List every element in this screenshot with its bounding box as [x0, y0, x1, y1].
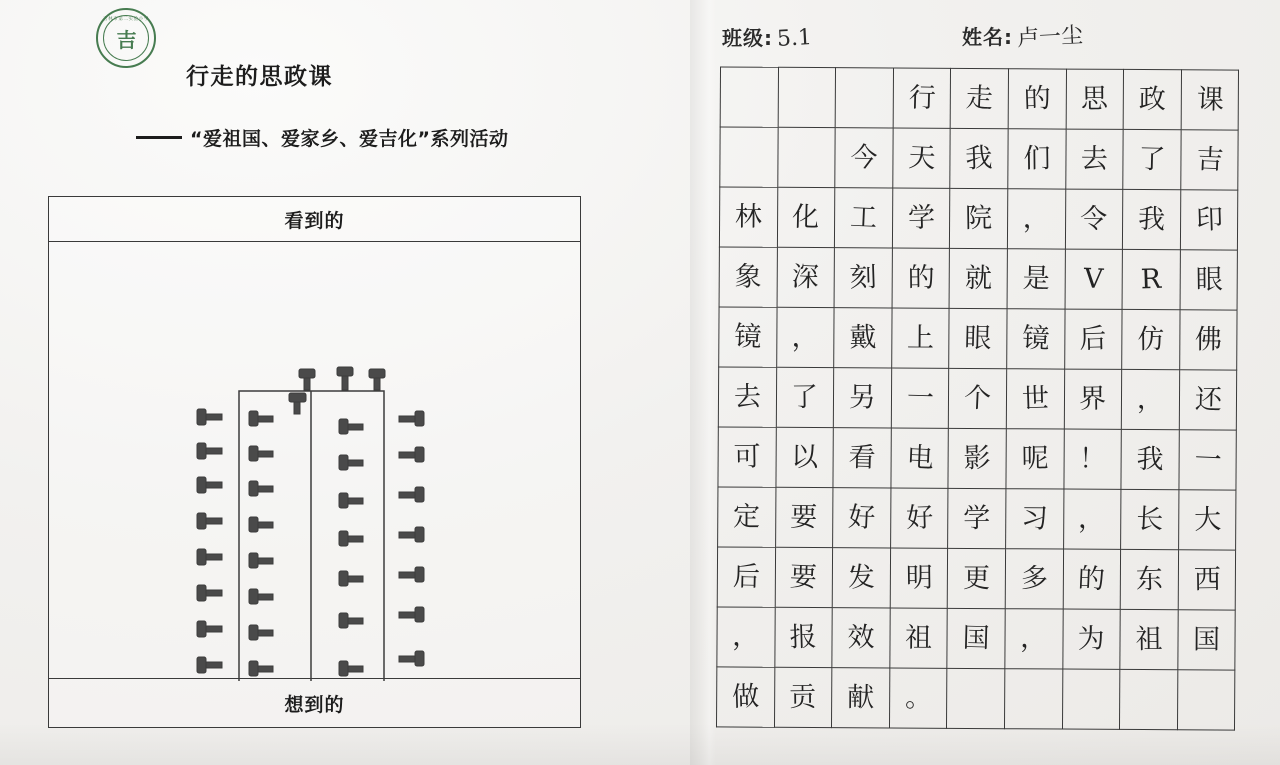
grid-cell-filled — [949, 308, 1007, 368]
grid-cell-filled — [834, 248, 892, 308]
handwritten-character: 还 — [1194, 384, 1222, 416]
handwritten-character: 学 — [907, 202, 936, 235]
handwritten-character: 可 — [733, 441, 761, 473]
handwritten-character: 呢 — [1021, 443, 1049, 475]
handwritten-character: 影 — [963, 442, 992, 475]
grid-cell-filled — [834, 308, 892, 368]
handwritten-character: 令 — [1080, 203, 1108, 236]
grid-cell-filled — [1121, 369, 1179, 429]
grid-cell-filled — [1122, 249, 1180, 309]
grid-cell-filled — [950, 188, 1008, 248]
grid-cell-filled — [719, 187, 777, 247]
grid-cell-filled — [1122, 309, 1180, 369]
handwritten-character: 好 — [847, 501, 876, 534]
handwritten-character: 我 — [965, 142, 994, 175]
grid-row — [719, 307, 1238, 370]
grid-cell-empty — [1004, 669, 1062, 729]
grid-cell-empty — [720, 67, 778, 127]
grid-cell-filled — [890, 488, 948, 548]
grid-cell-filled — [776, 367, 834, 427]
handwritten-character: 个 — [963, 382, 992, 415]
worksheet-box — [48, 196, 581, 728]
grid-cell-filled — [719, 307, 777, 367]
grid-cell-filled — [948, 428, 1006, 488]
grid-cell-filled — [777, 247, 835, 307]
handwritten-character: 界 — [1079, 383, 1107, 415]
handwritten-character: 是 — [1022, 263, 1050, 295]
handwritten-character: 的 — [1023, 82, 1052, 115]
handwritten-character: 效 — [847, 622, 875, 654]
handwritten-character: 祖 — [1135, 623, 1163, 656]
pencil-drawing-area — [49, 241, 580, 679]
handwritten-character: 发 — [847, 561, 876, 594]
handwritten-character: 我 — [1137, 203, 1166, 236]
handwritten-character: 院 — [965, 202, 993, 235]
grid-cell-empty — [778, 67, 836, 127]
grid-cell-filled — [719, 247, 777, 307]
handwritten-character: 林 — [734, 201, 762, 233]
grid-row — [717, 547, 1236, 610]
name-field — [962, 20, 1083, 52]
handwritten-character: 镜 — [1021, 322, 1050, 355]
grid-cell-filled — [1123, 129, 1181, 189]
grid-cell-filled — [833, 428, 891, 488]
emblem-ring-text: 吉林市第二实验小学 — [103, 16, 149, 21]
handwritten-character: 要 — [789, 561, 818, 594]
handwritten-character: 另 — [848, 382, 877, 414]
grid-row — [718, 427, 1237, 490]
grid-cell-filled — [717, 607, 775, 667]
grid-cell-filled — [718, 427, 776, 487]
grid-cell-filled — [832, 608, 890, 668]
grid-cell-filled — [1123, 69, 1181, 129]
handwritten-character: 的 — [907, 262, 935, 294]
grid-cell-filled — [775, 487, 833, 547]
grid-cell-filled — [1008, 129, 1066, 189]
school-emblem-icon — [96, 8, 156, 68]
name-label: 姓名: — [962, 25, 1013, 49]
handwritten-character: R — [1140, 263, 1162, 296]
grid-cell-empty — [720, 127, 778, 187]
grid-cell-filled — [893, 68, 951, 128]
composition-grid — [716, 66, 1239, 730]
handwritten-character: 祖 — [905, 622, 933, 654]
grid-cell-filled — [1178, 610, 1236, 670]
grid-cell-filled — [718, 487, 776, 547]
grid-row — [720, 127, 1239, 190]
grid-cell-filled — [1065, 129, 1123, 189]
handwritten-character: 象 — [734, 261, 762, 293]
grid-row — [717, 607, 1236, 670]
handwritten-character: 习 — [1020, 503, 1049, 535]
grid-cell-filled — [1065, 249, 1123, 309]
handwritten-character: 了 — [1138, 143, 1166, 176]
grid-cell-filled — [1123, 189, 1181, 249]
grid-cell-filled — [949, 368, 1007, 428]
grid-cell-filled — [1064, 429, 1122, 489]
class-field — [722, 22, 812, 52]
handwritten-character: 深 — [791, 261, 820, 294]
grid-cell-filled — [834, 368, 892, 428]
handwritten-character: 国 — [962, 622, 991, 655]
grid-cell-filled — [775, 547, 833, 607]
handwritten-character: 去 — [733, 381, 762, 414]
handwritten-character: 做 — [731, 681, 760, 714]
handwritten-character: 工 — [849, 201, 878, 234]
grid-cell-filled — [891, 368, 949, 428]
handwritten-character: 一 — [906, 382, 934, 415]
grid-cell-filled — [1180, 250, 1238, 310]
grid-cell-filled — [1121, 429, 1179, 489]
handwritten-character: ， — [1022, 203, 1050, 235]
grid-cell-filled — [892, 248, 950, 308]
handwritten-character: 佛 — [1194, 324, 1223, 356]
box-bottom-label: 想到的 — [49, 678, 580, 727]
handwritten-character: 上 — [906, 322, 935, 354]
grid-cell-filled — [833, 488, 891, 548]
emblem-center-text: 吉 — [103, 15, 149, 61]
grid-cell-filled — [835, 128, 893, 188]
grid-row — [718, 487, 1237, 550]
grid-cell-filled — [1006, 429, 1064, 489]
grid-cell-empty — [777, 127, 835, 187]
name-value: 卢一尘 — [1016, 23, 1084, 52]
grid-cell-filled — [1180, 190, 1238, 250]
handwritten-character: 。 — [904, 682, 933, 715]
grid-cell-filled — [717, 547, 775, 607]
handwritten-character: V — [1083, 263, 1105, 296]
handwritten-character: 明 — [905, 562, 933, 594]
handwritten-character: 课 — [1195, 84, 1224, 116]
grid-cell-filled — [889, 668, 947, 728]
handwritten-character: 贡 — [789, 681, 817, 714]
grid-cell-filled — [1179, 310, 1237, 370]
handwritten-character: 献 — [847, 682, 875, 714]
grid-cell-filled — [1179, 370, 1237, 430]
grid-cell-filled — [1064, 309, 1122, 369]
grid-cell-filled — [776, 307, 834, 367]
dash-decoration-icon — [136, 136, 182, 139]
handwritten-character: 眼 — [964, 322, 992, 355]
grid-cell-empty — [835, 68, 893, 128]
handwritten-character: 走 — [965, 82, 994, 115]
grid-cell-empty — [1177, 670, 1235, 730]
grid-row — [716, 667, 1235, 730]
subtitle-row — [136, 124, 508, 151]
grid-cell-filled — [1062, 609, 1120, 669]
handwritten-character: ， — [731, 621, 761, 654]
handwritten-character: 去 — [1080, 143, 1108, 175]
grid-cell-empty — [1062, 669, 1120, 729]
grid-cell-filled — [835, 188, 893, 248]
handwritten-character: 就 — [964, 262, 992, 295]
grid-cell-filled — [1006, 369, 1064, 429]
grid-cell-filled — [774, 667, 832, 727]
handwritten-character: 化 — [792, 201, 820, 234]
grid-cell-filled — [1064, 369, 1122, 429]
grid-cell-filled — [948, 488, 1006, 548]
handwritten-character: ， — [1019, 622, 1048, 655]
handwritten-character: 一 — [1193, 443, 1222, 477]
box-top-label: 看到的 — [49, 197, 580, 242]
grid-cell-filled — [1007, 309, 1065, 369]
grid-cell-filled — [1005, 609, 1063, 669]
composition-grid-wrap — [716, 66, 1230, 730]
handwritten-character: 定 — [732, 501, 761, 533]
grid-cell-filled — [716, 667, 774, 727]
grid-cell-filled — [1181, 130, 1239, 190]
handwritten-character: 思 — [1080, 83, 1109, 115]
handwritten-character: 长 — [1135, 503, 1164, 536]
handwritten-character: ， — [1136, 384, 1165, 416]
grid-cell-filled — [1007, 189, 1065, 249]
grid-cell-filled — [774, 607, 832, 667]
grid-cell-filled — [891, 428, 949, 488]
grid-cell-filled — [1181, 70, 1239, 130]
composition-sheet — [690, 0, 1280, 765]
grid-cell-filled — [890, 548, 948, 608]
grid-row — [718, 367, 1237, 430]
grid-cell-filled — [1179, 430, 1237, 490]
handwritten-character: 西 — [1193, 564, 1221, 596]
grid-cell-filled — [951, 68, 1009, 128]
handwritten-character: ， — [1078, 503, 1107, 536]
grid-cell-filled — [948, 548, 1006, 608]
handwritten-character: 大 — [1193, 504, 1222, 536]
grid-cell-filled — [776, 427, 834, 487]
grid-cell-filled — [832, 668, 890, 728]
grid-cell-filled — [893, 128, 951, 188]
grid-cell-empty — [1120, 669, 1178, 729]
handwritten-character: 电 — [905, 442, 934, 475]
page-subtitle: “爱祖国、爱家乡、爱吉化”系列活动 — [190, 128, 509, 150]
grid-cell-filled — [1178, 490, 1236, 550]
grid-cell-filled — [1065, 189, 1123, 249]
handwritten-character: 东 — [1135, 563, 1164, 596]
handwritten-character: 国 — [1192, 624, 1221, 656]
handwritten-character: 学 — [963, 502, 991, 535]
bottom-shadow — [0, 723, 1280, 765]
class-label: 班级: — [722, 26, 773, 50]
page-title: 行走的思政课 — [186, 64, 333, 90]
grid-cell-filled — [1121, 489, 1179, 549]
handwritten-character: 眼 — [1195, 264, 1223, 296]
handwritten-character: 后 — [1079, 323, 1108, 356]
grid-cell-filled — [832, 548, 890, 608]
handwritten-character: 天 — [907, 142, 936, 175]
handwritten-character: 吉 — [1195, 143, 1224, 177]
grid-cell-filled — [1008, 69, 1066, 129]
handwritten-character: 要 — [790, 501, 819, 534]
handwritten-character: 看 — [848, 441, 877, 474]
handwritten-character: 后 — [732, 561, 761, 593]
grid-cell-filled — [890, 608, 948, 668]
grid-cell-filled — [1066, 69, 1124, 129]
grid-cell-filled — [892, 188, 950, 248]
grid-cell-filled — [1063, 549, 1121, 609]
grid-row — [720, 67, 1239, 130]
grid-cell-filled — [777, 187, 835, 247]
handwritten-character: ， — [791, 321, 820, 354]
handwritten-character: 印 — [1195, 204, 1224, 236]
grid-cell-filled — [947, 608, 1005, 668]
grid-cell-filled — [950, 128, 1008, 188]
handwritten-character: 们 — [1023, 143, 1051, 175]
handwritten-character: 仿 — [1137, 323, 1165, 356]
class-value: 5.1 — [776, 25, 813, 52]
grid-cell-filled — [1005, 549, 1063, 609]
handwritten-character: 多 — [1020, 563, 1049, 595]
grid-cell-filled — [949, 248, 1007, 308]
handwritten-character: 今 — [850, 141, 878, 174]
grid-cell-filled — [1120, 609, 1178, 669]
grid-cell-filled — [1006, 489, 1064, 549]
grid-cell-filled — [891, 308, 949, 368]
handwritten-character: 刻 — [849, 261, 878, 294]
handwritten-character: 的 — [1077, 563, 1106, 596]
grid-cell-filled — [718, 367, 776, 427]
grid-cell-filled — [1120, 549, 1178, 609]
grid-cell-filled — [1007, 249, 1065, 309]
handwritten-character: 镜 — [733, 321, 762, 354]
handwritten-character: 更 — [962, 562, 991, 595]
grid-row — [719, 247, 1238, 310]
grid-cell-filled — [1063, 489, 1121, 549]
handwritten-character: 戴 — [849, 322, 877, 354]
handwritten-character: ！ — [1078, 443, 1107, 475]
pencil-drawing-svg — [49, 241, 582, 681]
handwritten-character: 世 — [1021, 382, 1050, 415]
handwritten-character: 了 — [791, 381, 819, 414]
grid-cell-filled — [1178, 550, 1236, 610]
handwritten-character: 以 — [790, 441, 819, 474]
handwritten-character: 好 — [905, 502, 934, 535]
handwritten-character: 为 — [1077, 623, 1106, 656]
grid-row — [719, 187, 1238, 250]
handwritten-character: 政 — [1138, 84, 1166, 116]
handwritten-character: 我 — [1136, 443, 1164, 476]
handwritten-character: 报 — [789, 621, 818, 654]
handwritten-character: 行 — [908, 82, 936, 115]
grid-cell-empty — [947, 668, 1005, 728]
